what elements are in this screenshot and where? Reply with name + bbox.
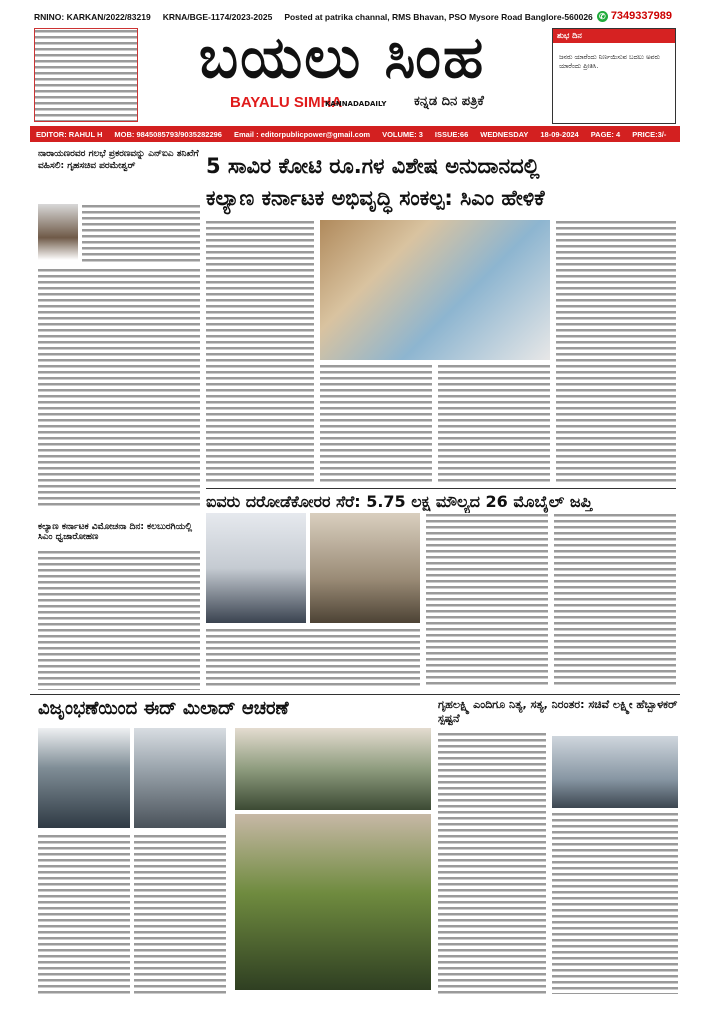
masthead-subtitle: KANNADADAILY (325, 100, 387, 108)
eid-photo-2 (134, 728, 226, 828)
eid-photo-4 (235, 814, 431, 990)
second-story-col-1 (426, 513, 548, 688)
editor-name: EDITOR: RAHUL H (36, 129, 103, 139)
krna-number: KRNA/BGE-1174/2023-2025 (162, 12, 273, 22)
side-story-text-1 (82, 204, 200, 264)
eid-story-col-1 (38, 834, 130, 994)
eid-photo-1 (38, 728, 130, 828)
quote-heading: ಶುಭ ದಿನ (553, 29, 675, 43)
main-story-col-4 (556, 220, 676, 482)
third-story-text (38, 550, 200, 690)
quote-box (552, 28, 676, 124)
left-advertisement (34, 28, 138, 122)
whatsapp-icon: ✆ (597, 11, 608, 22)
third-headline: ಕಲ್ಯಾಣ ಕರ್ನಾಟಕ ವಿಮೋಚನಾ ದಿನ: ಕಲಬುರಗಿಯಲ್ಲಿ ಸಿಎಂ ಧ್ವಜಾರೋಹಣ (38, 522, 193, 542)
email-address: Email : editorpublicpower@gmail.com (233, 129, 371, 139)
side-story-text-2 (38, 268, 200, 508)
masthead-english-title: BAYALU SIMHA (230, 94, 343, 111)
volume: VOLUME: 3 (382, 129, 423, 139)
main-headline-line1: 5 ಸಾವಿರ ಕೋಟಿ ರೂ.ಗಳ ವಿಶೇಷ ಅನುದಾನದಲ್ಲಿ (206, 154, 540, 178)
info-bar (30, 126, 680, 142)
gruhalakshmi-col-1 (438, 732, 546, 994)
date: 18-09-2024 (540, 129, 579, 139)
eid-headline: ವಿಜೃಂಭಣೆಯಿಂದ ಈದ್ ಮಿಲಾದ್ ಆಚರಣೆ (38, 698, 289, 719)
price: PRICE:3/- (632, 129, 667, 139)
second-story-col-2 (554, 513, 676, 688)
masthead (142, 22, 542, 94)
main-story-col-3 (438, 364, 550, 482)
main-story-photo (320, 220, 550, 360)
gruhalakshmi-col-2 (552, 812, 678, 994)
divider (30, 694, 680, 695)
masthead-tagline: ಕನ್ನಡ ದಿನ ಪತ್ರಿಕೆ (414, 94, 484, 109)
robbery-photo-2 (310, 513, 420, 623)
masthead-title: ಬಯಲು ಸಿಂಹ (198, 23, 486, 91)
mobile-numbers: MOB: 9845085793/9035282296 (114, 129, 222, 139)
weekday: WEDNESDAY (480, 129, 529, 139)
main-story-col-2 (320, 364, 432, 482)
main-headline-line2: ಕಲ್ಯಾಣ ಕರ್ನಾಟಕ ಅಭಿವೃದ್ಧಿ ಸಂಕಲ್ಪ: ಸಿಎಂ ಹೇಳಿಕೆ (206, 186, 545, 210)
posted-at: Posted at patrika channal, RMS Bhavan, PSO Mysore Road Banglore-560026 (284, 12, 593, 22)
newspaper-page (30, 8, 680, 1008)
page-number: PAGE: 4 (590, 129, 621, 139)
main-story-col-1 (206, 220, 314, 482)
divider (206, 488, 676, 489)
phone-value: 7349337989 (610, 10, 672, 22)
eid-story-col-2 (134, 834, 226, 994)
phone-number (597, 10, 672, 22)
gruhalakshmi-headline: ಗೃಹಲಕ್ಷ್ಮಿ ಎಂದಿಗೂ ನಿತ್ಯ, ಸತ್ಯ, ನಿರಂತರ: ಸಚಿವೆ ಲಕ್ಷ್ಮೀ ಹೆಬ್ಬಾಳಕರ್ ಸ್ಪಷ್ಟನೆ (438, 698, 678, 725)
second-story-col-3 (206, 628, 420, 688)
minister-portrait (38, 204, 78, 260)
rni-number: RNINO: KARKAN/2022/83219 (34, 12, 151, 22)
side-story-headline: ನಾರಾಯಣರವರ ಗಲಭೆ ಪ್ರಕರಣವನ್ನು ಎನ್‌ಐಎ ತನಿಖೆಗೆ ವಹಿಸಲಿ: ಗೃಹಸಚಿವ ಪರಮೇಶ್ವರ್ (38, 149, 199, 171)
issue: ISSUE:66 (434, 129, 469, 139)
robbery-photo-1 (206, 513, 306, 623)
minister-press-photo (552, 736, 678, 808)
quote-text: ಜನರು ಯಾರೆಂದು ನಿರ್ಣಯಿಸುವ ಬದಲು ಅವರು ಯಾರೆಂದು ಪ್ರೀತಿಸಿ. (559, 53, 660, 70)
eid-photo-3 (235, 728, 431, 810)
second-headline: ಐವರು ದರೋಡೆಕೋರರ ಸೆರೆ: 5.75 ಲಕ್ಷ ಮೌಲ್ಯದ 26 ಮೊಬೈಲ್ ಜಪ್ತಿ (206, 492, 593, 511)
